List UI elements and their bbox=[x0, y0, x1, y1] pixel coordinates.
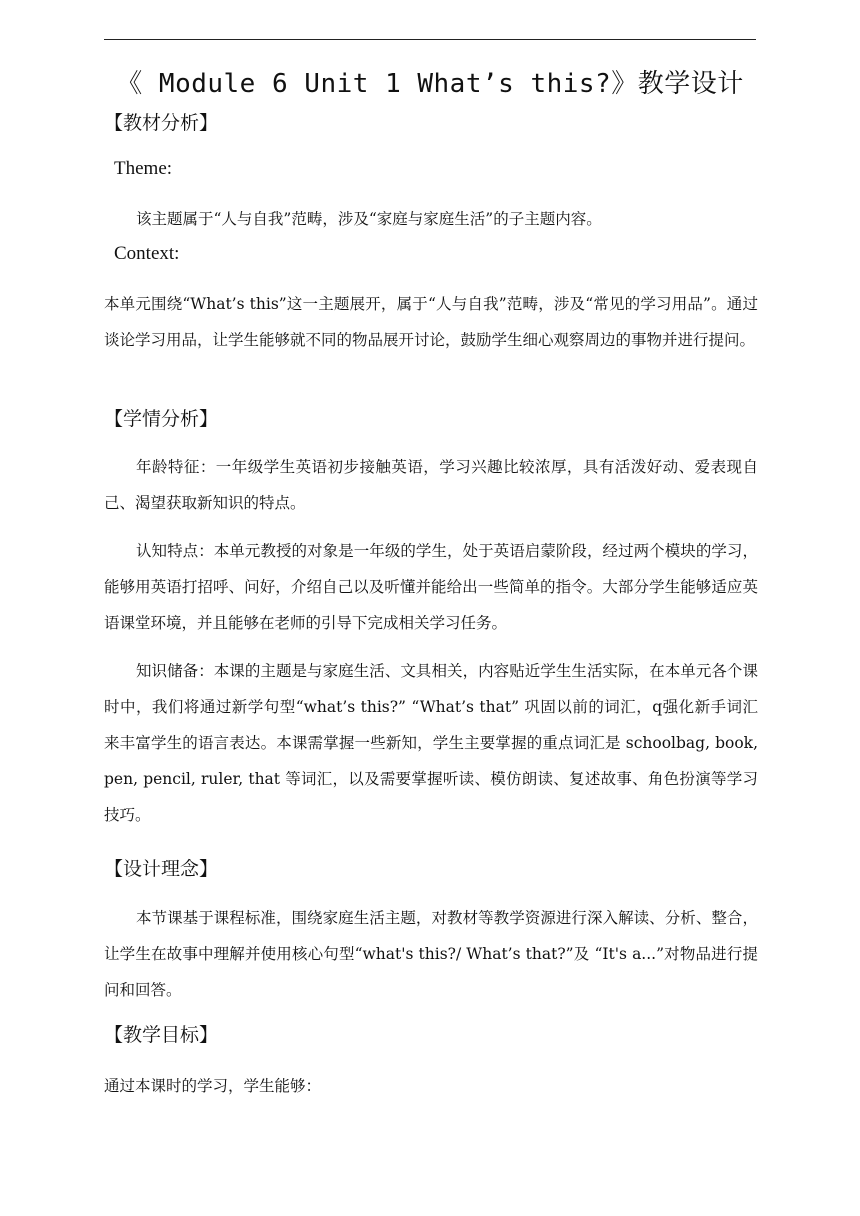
design-concept-paragraph: 本节课基于课程标准，围绕家庭生活主题，对教材等教学资源进行深入解读、分析、整合，让学生在故事中理解并使用核心句型“what's this?/ What’s that?”及 “It's a...”对物品进行提问和回答。 bbox=[104, 909, 758, 999]
theme-text: 该主题属于“人与自我”范畴，涉及“家庭与家庭生活”的子主题内容。 bbox=[136, 210, 602, 228]
document-title: 《 Module 6 Unit 1 What’s this?》教学设计 bbox=[116, 69, 744, 99]
context-paragraph: 本单元围绕“What’s this”这一主题展开，属于“人与自我”范畴，涉及“常见的学习用品”。通过谈论学习用品，让学生能够就不同的物品展开讨论，鼓励学生细心观察周边的事物并进行提问。 bbox=[104, 295, 758, 349]
section-heading-textbook-analysis: 【教材分析】 bbox=[104, 112, 219, 134]
context-label: Context: bbox=[114, 243, 180, 264]
section-heading-learner-analysis: 【学情分析】 bbox=[104, 408, 219, 430]
objectives-intro: 通过本课时的学习，学生能够： bbox=[104, 1077, 322, 1095]
section-heading-teaching-objectives: 【教学目标】 bbox=[104, 1024, 219, 1046]
theme-label: Theme: bbox=[114, 158, 173, 179]
header-rule bbox=[104, 39, 756, 40]
age-characteristics-paragraph: 年龄特征：一年级学生英语初步接触英语，学习兴趣比较浓厚，具有活泼好动、爱表现自己、渴望获取新知识的特点。 bbox=[104, 458, 758, 512]
knowledge-reserve-paragraph: 知识储备：本课的主题是与家庭生活、文具相关，内容贴近学生生活实际，在本单元各个课时中，我们将通过新学句型“what’s this?” “What’s that” 巩固以前的词汇，q强化新手词汇来丰富学生的语言表达。本课需掌握一些新知，学生主要掌握的重点词汇是 schoolbag, book, pen, pencil, ruler, that 等词汇，以及需要掌握听读、模仿朗读、复述故事、角色扮演等学习技巧。 bbox=[104, 662, 758, 824]
cognitive-characteristics-paragraph: 认知特点：本单元教授的对象是一年级的学生，处于英语启蒙阶段，经过两个模块的学习，能够用英语打招呼、问好，介绍自己以及听懂并能给出一些简单的指令。大部分学生能够适应英语课堂环境，并且能够在老师的引导下完成相关学习任务。 bbox=[104, 542, 758, 632]
section-heading-design-concept: 【设计理念】 bbox=[104, 858, 219, 880]
